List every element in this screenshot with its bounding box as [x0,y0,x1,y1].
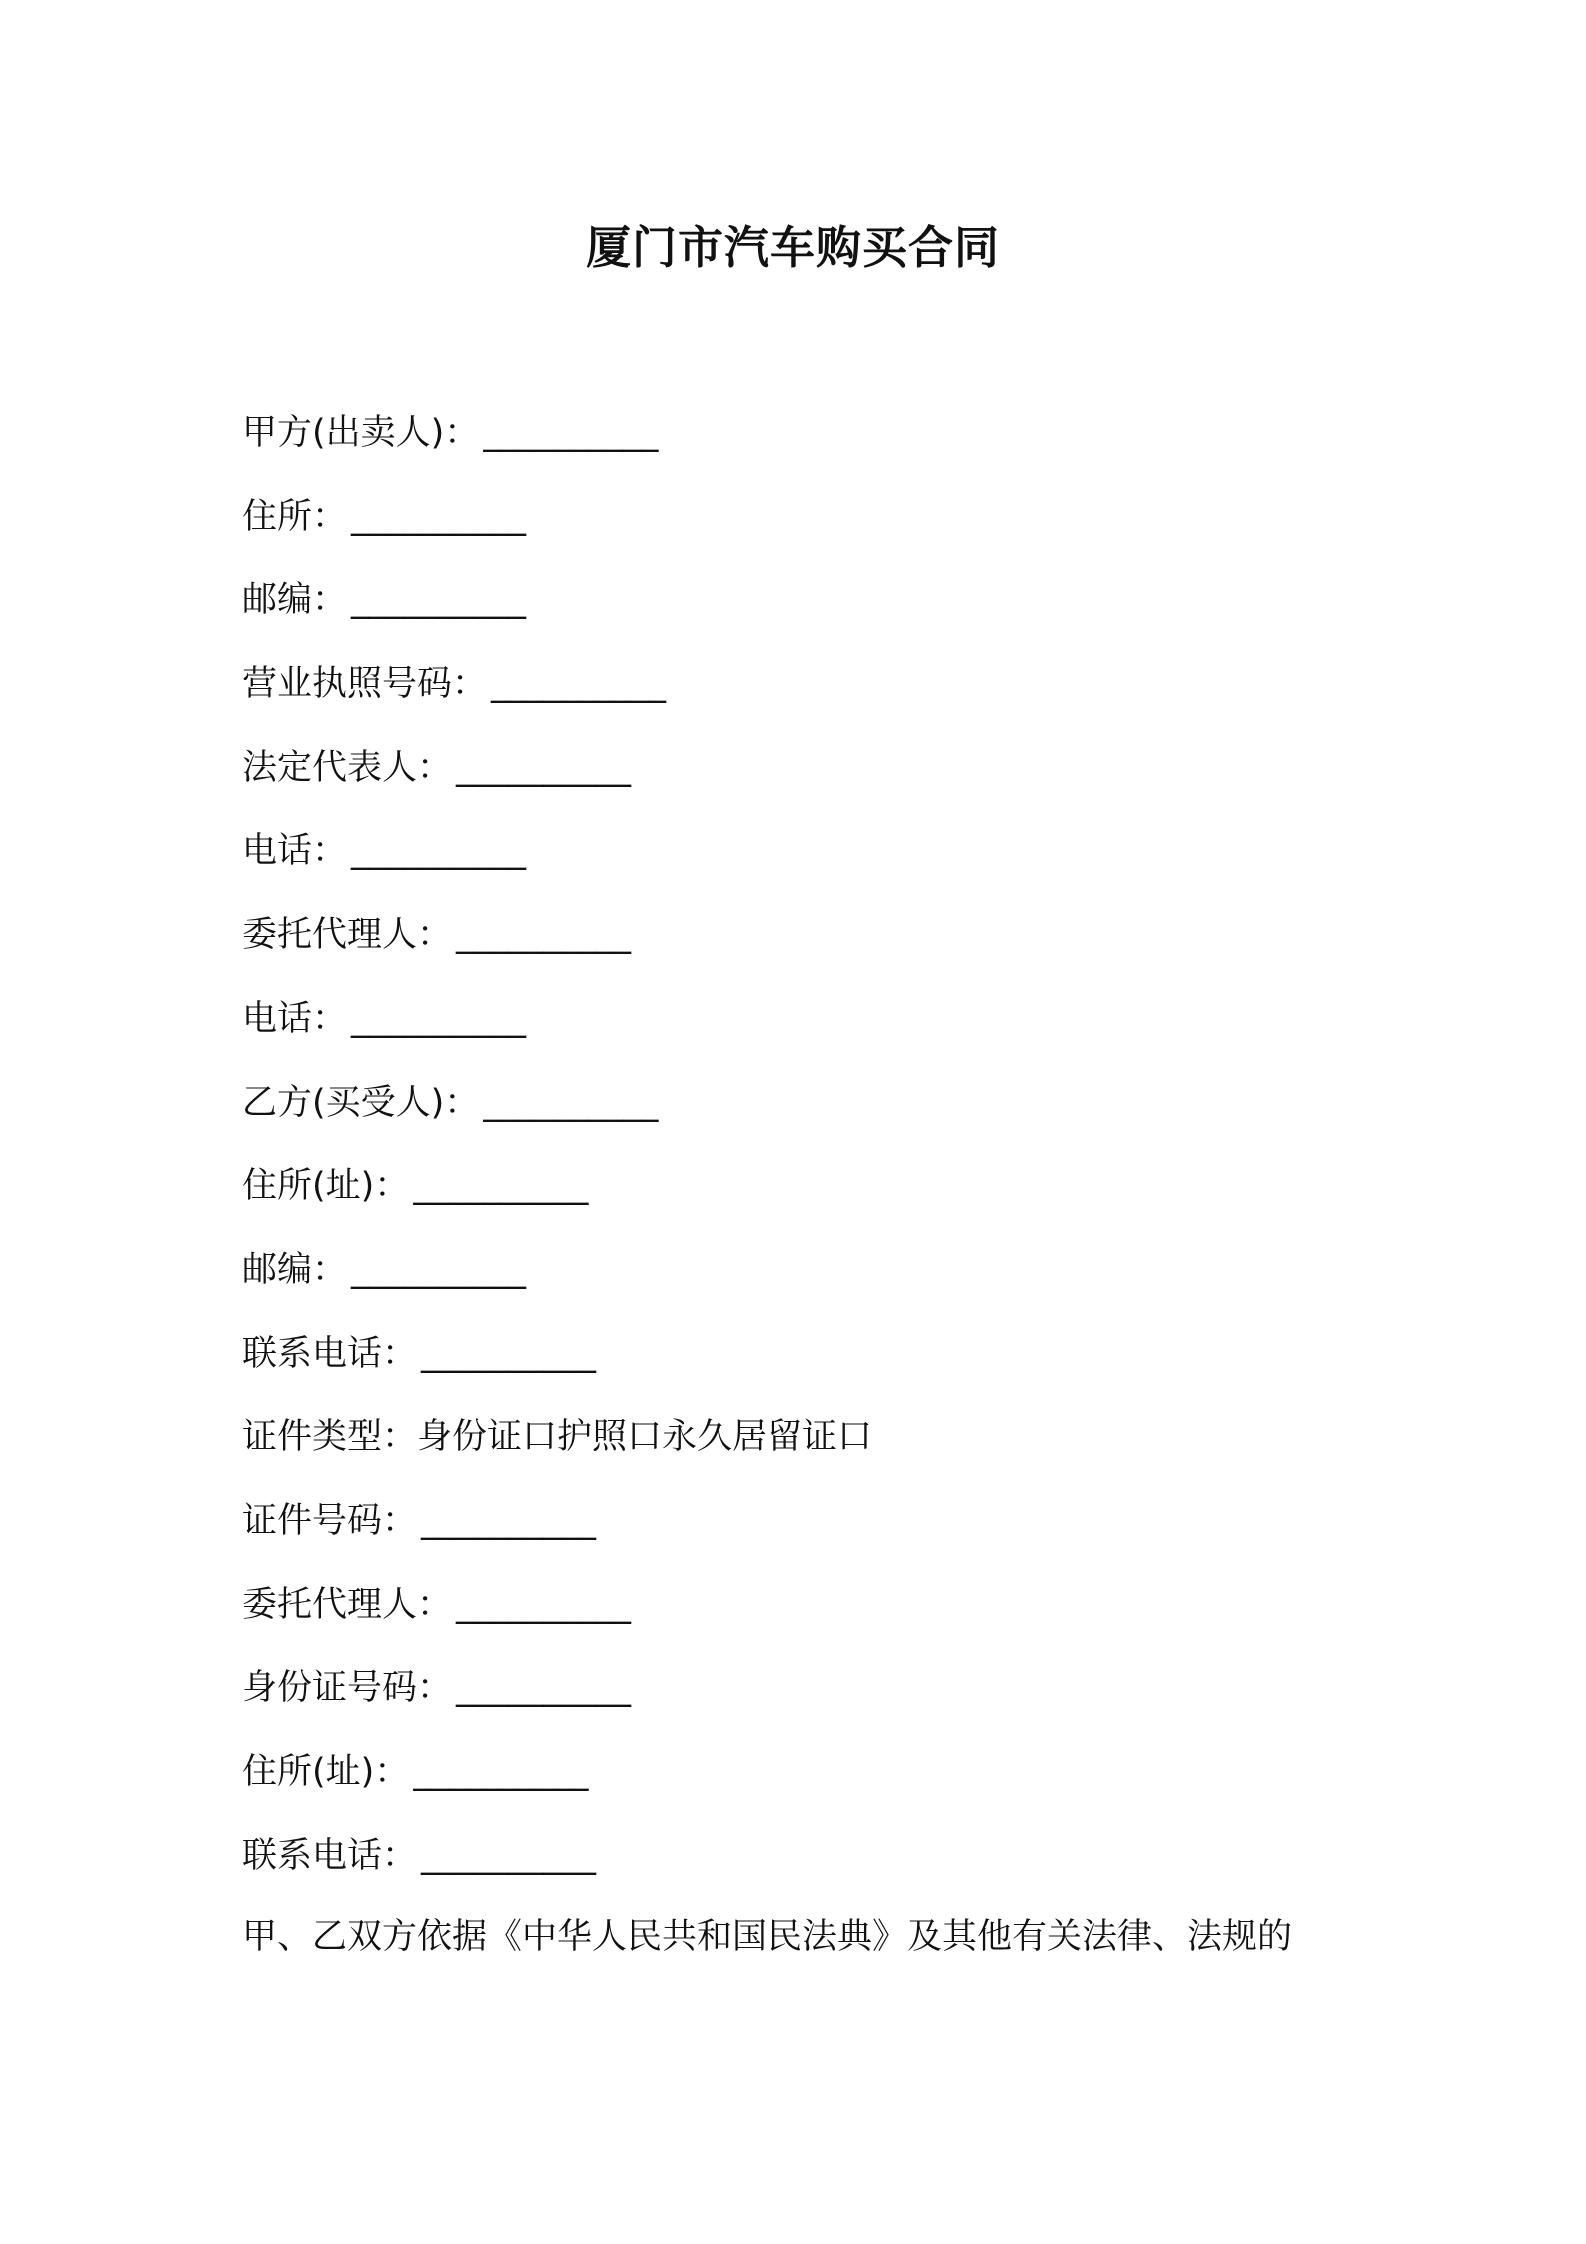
field-label: 委托代理人： [242,1584,453,1625]
party-info-fields [242,408,1392,1914]
field-blank: __________ [483,1082,659,1123]
field-agent-phone [242,1831,1392,1915]
field-blank: __________ [351,831,527,872]
field-label: 住所(址)： [242,1752,410,1792]
field-blank: __________ [421,1333,597,1374]
field-label: 证件号码： [242,1500,418,1541]
field-label: 电话： [242,831,348,872]
field-agent-address [242,1747,1392,1831]
field-blank: __________ [351,496,527,537]
field-legal-representative [242,743,1392,827]
field-blank: __________ [456,915,632,956]
field-party-a [242,408,1392,492]
field-party-a-agent-phone [242,994,1392,1078]
field-party-a-address [242,492,1392,576]
field-blank: __________ [413,1752,589,1792]
field-party-a-postcode [242,575,1392,659]
field-blank: __________ [351,998,527,1039]
field-party-b-address [242,1161,1392,1245]
field-blank: __________ [456,1668,632,1709]
field-blank: __________ [456,1584,632,1625]
field-label: 法定代表人： [242,747,453,788]
field-label: 邮编： [242,1249,348,1290]
field-blank: __________ [421,1835,597,1876]
field-blank: __________ [421,1500,597,1541]
field-party-a-phone [242,826,1392,910]
field-agent-id-number [242,1663,1392,1747]
field-blank: __________ [413,1166,589,1207]
field-label: 证件类型： [242,1417,418,1458]
field-label: 身份证号码： [242,1668,453,1709]
field-blank: __________ [483,413,659,453]
field-blank: __________ [456,747,632,788]
field-blank: __________ [491,664,667,705]
field-label: 营业执照号码： [242,664,488,705]
field-label: 联系电话： [242,1333,418,1374]
field-party-a-agent [242,910,1392,994]
field-label: 联系电话： [242,1835,418,1876]
field-label: 住所： [242,496,348,537]
document-title: 厦门市汽车购买合同 [585,221,1000,274]
field-label: 邮编： [242,580,348,621]
field-party-b [242,1078,1392,1162]
field-id-number [242,1496,1392,1580]
field-id-type [242,1412,1392,1496]
field-party-b-postcode [242,1245,1392,1329]
field-party-b-phone [242,1329,1392,1413]
field-blank: __________ [351,1249,527,1290]
field-blank: __________ [351,580,527,621]
field-label: 乙方(买受人)： [242,1082,480,1123]
field-party-b-agent [242,1580,1392,1664]
field-label: 委托代理人： [242,915,453,956]
contract-intro-paragraph: 甲、乙双方依据《中华人民共和国民法典》及其他有关法律、法规的 [242,1917,1293,1957]
id-type-options: 身份证口护照口永久居留证口 [417,1417,873,1458]
field-label: 电话： [242,998,348,1039]
field-label: 住所(址)： [242,1166,410,1207]
field-business-license [242,659,1392,743]
field-label: 甲方(出卖人)： [242,413,480,453]
